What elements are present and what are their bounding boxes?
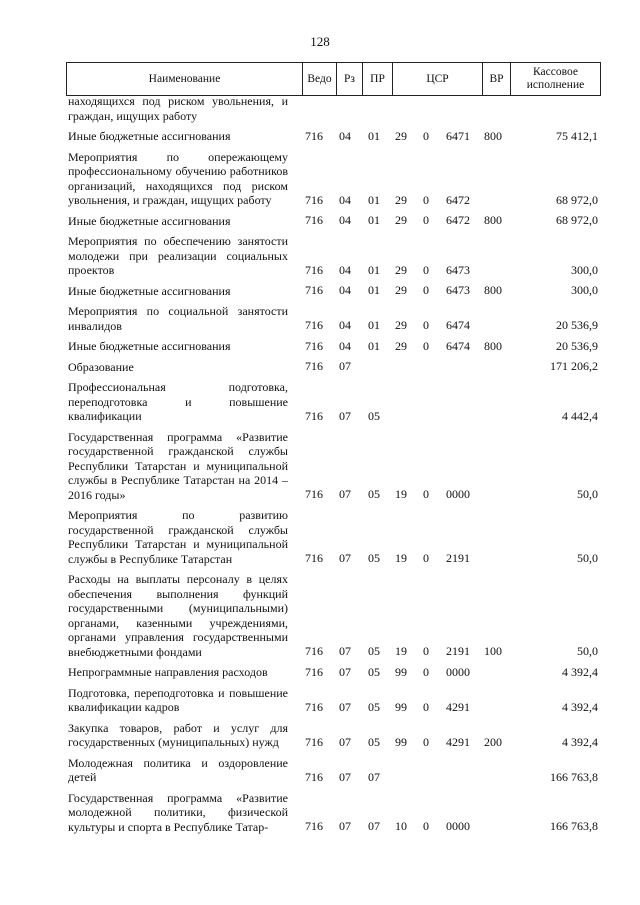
row-codes <box>66 487 601 502</box>
table-row <box>66 234 601 278</box>
budget-table <box>66 62 601 882</box>
row-codes <box>66 339 601 354</box>
row-name: Непрограммные направления расходов <box>68 665 268 679</box>
cell-sum: 166 763,8 <box>550 819 598 833</box>
cell-ved: 716 <box>305 338 323 353</box>
cell-p1: 29 <box>395 128 407 143</box>
cell-p2: 0 <box>423 734 429 749</box>
cell-p2: 0 <box>423 338 429 353</box>
cell-rz: 04 <box>339 283 351 297</box>
cell-p2: 0 <box>423 128 429 143</box>
row-codes <box>66 359 601 374</box>
cell-rz: 07 <box>339 408 351 423</box>
table-row <box>66 150 601 208</box>
cell-vr: 100 <box>484 644 502 658</box>
cell-ved: 716 <box>305 283 323 297</box>
row-name: Мероприятия по социальной занятости инвалидов <box>68 304 288 333</box>
row-name: Иные бюджетные ассигнования <box>68 339 231 353</box>
row-name: Государственная программа «Развитие государственной гражданской службы Республики Татарстан и муниципальной службы в Республике Татарстан на 2014 – 2016 годы» <box>68 429 288 502</box>
cell-ved: 716 <box>305 262 323 277</box>
cell-rz: 07 <box>339 664 351 679</box>
cell-ved: 716 <box>305 734 323 749</box>
table-row <box>66 665 601 680</box>
cell-p2: 0 <box>423 213 429 227</box>
row-codes <box>66 644 601 659</box>
cell-pr: 01 <box>368 213 380 227</box>
cell-sum: 68 972,0 <box>556 213 598 227</box>
cell-vr: 200 <box>484 734 502 749</box>
cell-pr: 01 <box>368 338 380 353</box>
cell-pr: 01 <box>368 283 380 297</box>
cell-rz: 07 <box>339 699 351 714</box>
cell-p2: 0 <box>423 819 429 833</box>
cell-rz: 04 <box>339 338 351 353</box>
cell-pr: 01 <box>368 128 380 143</box>
cell-p2: 0 <box>423 318 429 332</box>
cell-p1: 29 <box>395 318 407 332</box>
cell-sum: 171 206,2 <box>550 359 598 373</box>
table-row <box>66 214 601 229</box>
cell-ved: 716 <box>305 487 323 501</box>
cell-p3: 6474 <box>446 318 470 332</box>
page-number: 128 <box>310 34 330 49</box>
header-rz: Рз <box>337 63 363 95</box>
cell-p2: 0 <box>423 487 429 501</box>
cell-p1: 29 <box>395 283 407 297</box>
cell-ved: 716 <box>305 664 323 679</box>
cell-p1: 29 <box>395 192 407 207</box>
cell-p3: 0000 <box>446 819 470 833</box>
row-codes <box>66 700 601 715</box>
row-codes <box>66 819 601 834</box>
table-row <box>66 721 601 750</box>
cell-pr: 07 <box>368 769 380 784</box>
row-codes <box>66 213 601 228</box>
cell-p2: 0 <box>423 551 429 565</box>
cell-vr: 800 <box>484 283 502 297</box>
cell-p3: 2191 <box>446 551 470 565</box>
row-name: находящихся под риском увольнения, и граждан, ищущих работу <box>68 94 288 123</box>
cell-p3: 4291 <box>446 734 470 749</box>
row-codes <box>66 735 601 750</box>
cell-pr: 05 <box>368 699 380 714</box>
header-pr: ПР <box>363 63 393 95</box>
row-codes <box>66 665 601 680</box>
cell-vr: 800 <box>484 128 502 143</box>
row-codes <box>66 263 601 278</box>
cell-vr: 800 <box>484 213 502 227</box>
cell-ved: 716 <box>305 213 323 227</box>
row-name: Подготовка, переподготовка и повышение квалификации кадров <box>68 685 288 714</box>
cell-p1: 99 <box>395 664 407 679</box>
cell-p3: 6474 <box>446 338 470 353</box>
cell-sum: 300,0 <box>571 283 598 297</box>
row-codes <box>66 770 601 785</box>
row-name: Расходы на выплаты персоналу в целях обеспечения выполнения функций государственными (муниципальными) органами, казенными учреждениями, органами управления государственными внебюджетными фондами <box>68 572 288 659</box>
cell-sum: 68 972,0 <box>556 192 598 207</box>
cell-rz: 07 <box>339 734 351 749</box>
cell-rz: 07 <box>339 769 351 784</box>
table-row <box>66 791 601 835</box>
cell-ved: 716 <box>305 551 323 565</box>
row-name: Образование <box>68 359 134 374</box>
cell-ved: 716 <box>305 644 323 658</box>
cell-p1: 19 <box>395 551 407 565</box>
cell-p1: 99 <box>395 734 407 749</box>
cell-rz: 04 <box>339 128 351 143</box>
cell-rz: 07 <box>339 644 351 658</box>
cell-rz: 07 <box>339 359 351 373</box>
cell-vr: 800 <box>484 338 502 353</box>
row-codes <box>66 193 601 208</box>
cell-sum: 50,0 <box>577 487 598 501</box>
cell-rz: 07 <box>339 819 351 833</box>
cell-sum: 50,0 <box>577 551 598 565</box>
cell-sum: 166 763,8 <box>550 769 598 784</box>
cell-rz: 04 <box>339 318 351 332</box>
header-name: Наименование <box>67 63 303 95</box>
cell-sum: 50,0 <box>577 644 598 658</box>
table-row <box>66 380 601 424</box>
cell-p1: 99 <box>395 699 407 714</box>
cell-sum: 4 392,4 <box>562 699 598 714</box>
cell-pr: 01 <box>368 262 380 277</box>
cell-sum: 4 392,4 <box>562 664 598 679</box>
cell-p3: 6473 <box>446 283 470 297</box>
header-vr: ВР <box>483 63 511 95</box>
cell-rz: 07 <box>339 551 351 565</box>
cell-p3: 6472 <box>446 213 470 227</box>
cell-p1: 29 <box>395 213 407 227</box>
cell-ved: 716 <box>305 128 323 143</box>
cell-p2: 0 <box>423 699 429 714</box>
table-row <box>66 304 601 333</box>
cell-pr: 05 <box>368 664 380 679</box>
cell-sum: 4 442,4 <box>562 408 598 423</box>
table-row <box>66 572 601 659</box>
cell-sum: 300,0 <box>571 262 598 277</box>
cell-ved: 716 <box>305 699 323 714</box>
row-name: Иные бюджетные ассигнования <box>68 283 231 298</box>
cell-p1: 19 <box>395 487 407 501</box>
cell-p2: 0 <box>423 644 429 658</box>
cell-p3: 2191 <box>446 644 470 658</box>
cell-p3: 0000 <box>446 487 470 501</box>
cell-p3: 6473 <box>446 262 470 277</box>
row-name: Молодежная политика и оздоровление детей <box>68 755 288 784</box>
table-row <box>66 686 601 715</box>
row-codes <box>66 318 601 333</box>
row-codes <box>66 283 601 298</box>
cell-p3: 0000 <box>446 664 470 679</box>
table-header <box>66 62 601 96</box>
cell-p2: 0 <box>423 283 429 297</box>
cell-pr: 05 <box>368 487 380 501</box>
cell-pr: 05 <box>368 644 380 658</box>
cell-rz: 04 <box>339 262 351 277</box>
table-row <box>66 360 601 375</box>
row-codes <box>66 129 601 144</box>
table-row <box>66 284 601 299</box>
cell-sum: 4 392,4 <box>562 734 598 749</box>
cell-pr: 01 <box>368 318 380 332</box>
row-name: Мероприятия по развитию государственной гражданской службы Республики Татарстан и муниципальной службы в Республике Татарстан <box>68 508 288 566</box>
cell-ved: 716 <box>305 769 323 784</box>
cell-p1: 10 <box>395 819 407 833</box>
cell-pr: 05 <box>368 551 380 565</box>
table-row <box>66 94 601 123</box>
table-row <box>66 129 601 144</box>
cell-sum: 20 536,9 <box>556 318 598 332</box>
table-row <box>66 339 601 354</box>
row-codes <box>66 409 601 424</box>
cell-rz: 04 <box>339 192 351 207</box>
cell-pr: 05 <box>368 408 380 423</box>
cell-p1: 29 <box>395 262 407 277</box>
row-name: Мероприятия по обеспечению занятости молодежи при реализации социальных проектов <box>68 234 288 277</box>
cell-p3: 4291 <box>446 699 470 714</box>
cell-p1: 19 <box>395 644 407 658</box>
cell-p2: 0 <box>423 192 429 207</box>
table-row <box>66 508 601 566</box>
cell-p2: 0 <box>423 664 429 679</box>
cell-pr: 07 <box>368 819 380 833</box>
row-spacer <box>66 834 601 840</box>
table-row <box>66 430 601 503</box>
row-name: Иные бюджетные ассигнования <box>68 213 231 228</box>
header-kassovoe: Кассовое исполнение <box>526 66 585 91</box>
cell-sum: 20 536,9 <box>556 338 598 353</box>
cell-rz: 07 <box>339 487 351 501</box>
cell-p3: 6471 <box>446 128 470 143</box>
table-row <box>66 756 601 785</box>
cell-ved: 716 <box>305 408 323 423</box>
row-name: Иные бюджетные ассигнования <box>68 129 231 143</box>
row-name: Мероприятия по опережающему профессиональному обучению работников организаций, находящихся под риском увольнения, и граждан, ищущих работу <box>68 149 288 207</box>
cell-p3: 6472 <box>446 192 470 207</box>
cell-p2: 0 <box>423 262 429 277</box>
table-body <box>66 94 601 840</box>
row-name: Профессиональная подготовка, переподготовка и повышение квалификации <box>68 380 288 423</box>
cell-pr: 05 <box>368 734 380 749</box>
cell-ved: 716 <box>305 359 323 373</box>
cell-pr: 01 <box>368 192 380 207</box>
cell-ved: 716 <box>305 819 323 833</box>
cell-ved: 716 <box>305 192 323 207</box>
row-codes <box>66 108 601 123</box>
cell-ved: 716 <box>305 318 323 332</box>
header-ved: Ведо <box>303 63 337 95</box>
cell-p1: 29 <box>395 338 407 353</box>
cell-sum: 75 412,1 <box>556 128 598 143</box>
row-name: Закупка товаров, работ и услуг для государственных (муниципальных) нужд <box>68 720 288 749</box>
header-csr: ЦСР <box>393 63 483 95</box>
row-name: Государственная программа «Развитие молодежной политики, физической культуры и спорта в Республике Татар- <box>68 790 288 834</box>
row-codes <box>66 551 601 566</box>
cell-rz: 04 <box>339 213 351 227</box>
